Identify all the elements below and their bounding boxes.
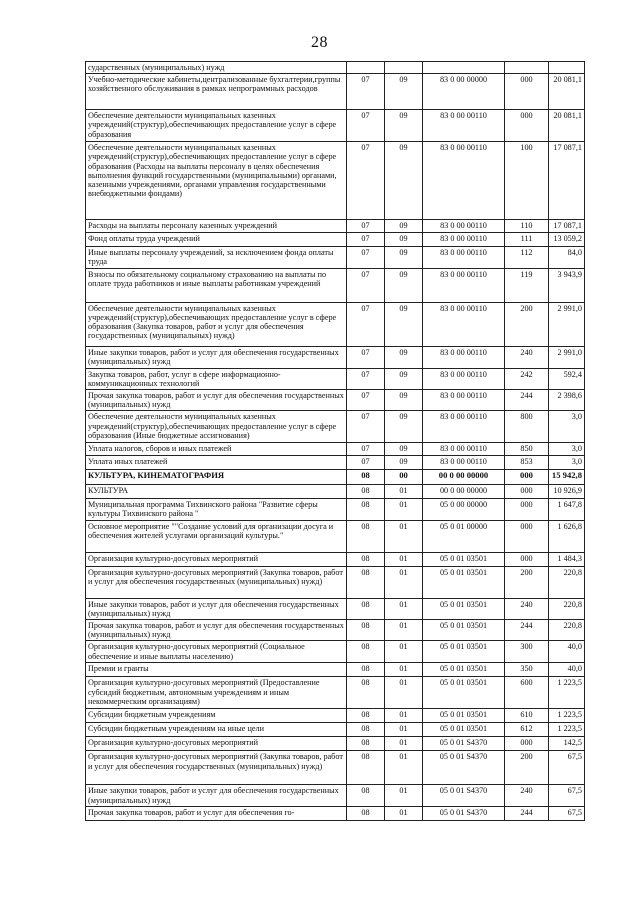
row-expense-type-cell: 612 <box>505 723 549 737</box>
row-expense-type-cell: 111 <box>505 233 549 247</box>
row-amount-cell: 220,8 <box>549 598 585 619</box>
row-section-cell: 07 <box>347 443 385 455</box>
row-name-cell: Уплата иных платежей <box>86 455 347 469</box>
row-expense-type-cell: 600 <box>505 677 549 709</box>
table-row <box>86 142 585 220</box>
row-amount-cell: 3 943,9 <box>549 268 585 302</box>
row-expense-type-cell: 240 <box>505 598 549 619</box>
row-subsection-cell: 09 <box>385 443 423 455</box>
row-name-cell: Организация культурно-досуговых мероприятий (Закупка товаров, работ и услуг для обеспечения государственных (муниципальных) нужд) <box>86 751 347 785</box>
table-row <box>86 566 585 598</box>
row-subsection-cell: 09 <box>385 268 423 302</box>
row-expense-type-cell: 244 <box>505 390 549 411</box>
row-subsection-cell: 01 <box>385 663 423 677</box>
row-name-cell: сударственных (муниципальных) нужд <box>86 62 347 74</box>
table-row <box>86 110 585 142</box>
row-subsection-cell: 01 <box>385 677 423 709</box>
row-amount-cell: 2 991,0 <box>549 346 585 368</box>
row-amount-cell: 67,5 <box>549 751 585 785</box>
row-target-article-cell: 83 0 00 00110 <box>423 142 505 220</box>
row-name-cell: Прочая закупка товаров, работ и услуг для обеспечения го- <box>86 806 347 820</box>
row-name-cell: Обеспечение деятельности муниципальных казенных учреждений(структур),обеспечивающих предоставление услуг в сфере образования <box>86 110 347 142</box>
table-row <box>86 390 585 411</box>
row-section-cell: 08 <box>347 709 385 723</box>
row-target-article-cell: 05 0 01 S4370 <box>423 806 505 820</box>
row-subsection-cell: 01 <box>385 484 423 498</box>
table-row <box>86 268 585 302</box>
row-name-cell: Премии и гранты <box>86 663 347 677</box>
row-target-article-cell: 05 0 01 03501 <box>423 641 505 663</box>
table-row <box>86 598 585 619</box>
row-expense-type-cell: 000 <box>505 74 549 110</box>
row-subsection-cell: 09 <box>385 390 423 411</box>
table-row <box>86 368 585 389</box>
row-subsection-cell: 09 <box>385 74 423 110</box>
row-target-article-cell: 83 0 00 00110 <box>423 302 505 346</box>
row-name-cell: Субсидии бюджетным учреждениям <box>86 709 347 723</box>
row-section-cell: 08 <box>347 620 385 641</box>
table-row <box>86 723 585 737</box>
row-section-cell: 08 <box>347 484 385 498</box>
row-target-article-cell: 83 0 00 00110 <box>423 368 505 389</box>
row-expense-type-cell: 800 <box>505 411 549 443</box>
table-row <box>86 247 585 268</box>
row-section-cell: 08 <box>347 469 385 484</box>
row-name-cell: КУЛЬТУРА <box>86 484 347 498</box>
row-subsection-cell: 09 <box>385 455 423 469</box>
row-amount-cell: 3,0 <box>549 411 585 443</box>
row-expense-type-cell: 000 <box>505 737 549 751</box>
row-expense-type-cell: 200 <box>505 566 549 598</box>
row-target-article-cell <box>423 62 505 74</box>
row-amount-cell: 2 398,6 <box>549 390 585 411</box>
row-subsection-cell: 09 <box>385 368 423 389</box>
page-number: 28 <box>311 34 328 51</box>
row-name-cell: Основное мероприятие ""Создание условий для организации досуга и обеспечения жителей услугами организаций культуры." <box>86 520 347 552</box>
row-amount-cell: 1 223,5 <box>549 677 585 709</box>
row-expense-type-cell: 200 <box>505 302 549 346</box>
row-subsection-cell: 09 <box>385 302 423 346</box>
row-subsection-cell: 09 <box>385 142 423 220</box>
row-subsection-cell: 09 <box>385 233 423 247</box>
row-expense-type-cell: 000 <box>505 469 549 484</box>
row-target-article-cell: 05 0 01 03501 <box>423 677 505 709</box>
row-amount-cell: 20 081,1 <box>549 74 585 110</box>
table-row <box>86 677 585 709</box>
table-row <box>86 751 585 785</box>
row-expense-type-cell: 000 <box>505 498 549 520</box>
row-subsection-cell: 09 <box>385 346 423 368</box>
row-name-cell: Фонд оплаты труда учреждений <box>86 233 347 247</box>
row-expense-type-cell: 112 <box>505 247 549 268</box>
table-row <box>86 785 585 806</box>
budget-table-body <box>86 62 585 821</box>
row-name-cell: Взносы по обязательному социальному страхованию на выплаты по оплате труда работников и иные выплаты работникам учреждений <box>86 268 347 302</box>
row-section-cell: 08 <box>347 723 385 737</box>
row-section-cell: 07 <box>347 455 385 469</box>
row-name-cell: Организация культурно-досуговых мероприятий (Закупка товаров, работ и услуг для обеспечения государственных (муниципальных) нужд) <box>86 566 347 598</box>
row-section-cell: 08 <box>347 641 385 663</box>
table-row <box>86 806 585 820</box>
row-section-cell: 07 <box>347 302 385 346</box>
row-section-cell: 07 <box>347 346 385 368</box>
row-target-article-cell: 83 0 00 00110 <box>423 411 505 443</box>
row-name-cell: Организация культурно-досуговых мероприятий <box>86 552 347 566</box>
row-amount-cell: 1 223,5 <box>549 709 585 723</box>
row-amount-cell: 592,4 <box>549 368 585 389</box>
row-target-article-cell: 83 0 00 00110 <box>423 220 505 233</box>
row-name-cell: Учебно-методические кабинеты,централизованные бухгалтерии,группы хозяйственного обслуживания в рамках непрограммных расходов <box>86 74 347 110</box>
table-row <box>86 233 585 247</box>
row-subsection-cell: 01 <box>385 552 423 566</box>
row-subsection-cell: 09 <box>385 110 423 142</box>
row-expense-type-cell: 610 <box>505 709 549 723</box>
row-target-article-cell: 05 0 01 S4370 <box>423 751 505 785</box>
row-amount-cell: 67,5 <box>549 806 585 820</box>
row-amount-cell: 13 059,2 <box>549 233 585 247</box>
row-subsection-cell: 01 <box>385 641 423 663</box>
row-subsection-cell: 09 <box>385 247 423 268</box>
row-expense-type-cell: 242 <box>505 368 549 389</box>
row-section-cell: 07 <box>347 110 385 142</box>
row-amount-cell: 3,0 <box>549 443 585 455</box>
row-target-article-cell: 05 0 01 03501 <box>423 598 505 619</box>
row-amount-cell: 17 087,1 <box>549 220 585 233</box>
row-expense-type-cell: 119 <box>505 268 549 302</box>
table-row <box>86 552 585 566</box>
row-amount-cell: 2 991,0 <box>549 302 585 346</box>
row-amount-cell: 40,0 <box>549 663 585 677</box>
row-subsection-cell: 01 <box>385 566 423 598</box>
row-section-cell: 08 <box>347 520 385 552</box>
row-expense-type-cell: 000 <box>505 484 549 498</box>
row-expense-type-cell: 244 <box>505 620 549 641</box>
row-target-article-cell: 83 0 00 00110 <box>423 455 505 469</box>
row-target-article-cell: 83 0 00 00110 <box>423 443 505 455</box>
row-target-article-cell: 83 0 00 00110 <box>423 268 505 302</box>
row-amount-cell: 84,0 <box>549 247 585 268</box>
row-section-cell: 07 <box>347 268 385 302</box>
row-subsection-cell: 01 <box>385 620 423 641</box>
row-amount-cell <box>549 62 585 74</box>
row-expense-type-cell <box>505 62 549 74</box>
row-section-cell: 08 <box>347 737 385 751</box>
table-row <box>86 74 585 110</box>
row-expense-type-cell: 244 <box>505 806 549 820</box>
table-row <box>86 443 585 455</box>
row-target-article-cell: 05 0 01 00000 <box>423 520 505 552</box>
table-row <box>86 520 585 552</box>
row-name-cell: КУЛЬТУРА, КИНЕМАТОГРАФИЯ <box>86 469 347 484</box>
row-expense-type-cell: 000 <box>505 110 549 142</box>
row-expense-type-cell: 000 <box>505 520 549 552</box>
row-subsection-cell: 01 <box>385 520 423 552</box>
row-amount-cell: 220,8 <box>549 566 585 598</box>
row-section-cell: 07 <box>347 220 385 233</box>
row-target-article-cell: 05 0 01 03501 <box>423 566 505 598</box>
row-target-article-cell: 05 0 01 S4370 <box>423 785 505 806</box>
row-name-cell: Иные закупки товаров, работ и услуг для обеспечения государственных (муниципальных) нужд <box>86 598 347 619</box>
row-section-cell: 07 <box>347 233 385 247</box>
row-subsection-cell: 01 <box>385 737 423 751</box>
table-row <box>86 663 585 677</box>
table-row <box>86 641 585 663</box>
row-expense-type-cell: 110 <box>505 220 549 233</box>
row-subsection-cell: 01 <box>385 806 423 820</box>
row-name-cell: Субсидии бюджетным учреждениям на иные цели <box>86 723 347 737</box>
table-row <box>86 346 585 368</box>
row-name-cell: Обеспечение деятельности муниципальных казенных учреждений(структур),обеспечивающих предоставление услуг в сфере образования (Иные бюджетные ассигнования) <box>86 411 347 443</box>
row-section-cell: 07 <box>347 390 385 411</box>
row-target-article-cell: 83 0 00 00110 <box>423 346 505 368</box>
row-name-cell: Организация культурно-досуговых мероприятий (Социальное обеспечение и иные выплаты населению) <box>86 641 347 663</box>
row-subsection-cell: 00 <box>385 469 423 484</box>
row-target-article-cell: 05 0 01 03501 <box>423 552 505 566</box>
row-amount-cell: 220,8 <box>549 620 585 641</box>
row-amount-cell: 1 647,8 <box>549 498 585 520</box>
table-row <box>86 484 585 498</box>
row-subsection-cell: 01 <box>385 723 423 737</box>
row-expense-type-cell: 350 <box>505 663 549 677</box>
table-row <box>86 498 585 520</box>
row-target-article-cell: 83 0 00 00110 <box>423 233 505 247</box>
row-amount-cell: 17 087,1 <box>549 142 585 220</box>
row-name-cell: Организация культурно-досуговых мероприятий (Предоставление субсидий бюджетным, автономным учреждениям и иным некоммерческим организациям) <box>86 677 347 709</box>
row-expense-type-cell: 240 <box>505 785 549 806</box>
row-section-cell: 08 <box>347 598 385 619</box>
row-name-cell: Прочая закупка товаров, работ и услуг для обеспечения государственных (муниципальных) нужд <box>86 620 347 641</box>
table-row <box>86 455 585 469</box>
row-section-cell <box>347 62 385 74</box>
row-section-cell: 08 <box>347 785 385 806</box>
row-target-article-cell: 83 0 00 00110 <box>423 110 505 142</box>
row-section-cell: 07 <box>347 142 385 220</box>
row-section-cell: 08 <box>347 663 385 677</box>
row-section-cell: 08 <box>347 751 385 785</box>
row-amount-cell: 40,0 <box>549 641 585 663</box>
row-section-cell: 08 <box>347 498 385 520</box>
row-target-article-cell: 00 0 00 00000 <box>423 484 505 498</box>
row-subsection-cell: 09 <box>385 220 423 233</box>
row-name-cell: Прочая закупка товаров, работ и услуг для обеспечения государственных (муниципальных) нужд <box>86 390 347 411</box>
row-name-cell: Уплата налогов, сборов и иных платежей <box>86 443 347 455</box>
table-row <box>86 709 585 723</box>
row-amount-cell: 1 484,3 <box>549 552 585 566</box>
row-section-cell: 08 <box>347 677 385 709</box>
row-section-cell: 07 <box>347 368 385 389</box>
row-section-cell: 08 <box>347 552 385 566</box>
row-subsection-cell: 01 <box>385 785 423 806</box>
table-row <box>86 737 585 751</box>
row-target-article-cell: 83 0 00 00110 <box>423 390 505 411</box>
row-name-cell: Иные выплаты персоналу учреждений, за исключением фонда оплаты труда <box>86 247 347 268</box>
row-expense-type-cell: 850 <box>505 443 549 455</box>
row-expense-type-cell: 200 <box>505 751 549 785</box>
budget-table <box>85 61 585 821</box>
row-section-cell: 07 <box>347 74 385 110</box>
row-amount-cell: 1 223,5 <box>549 723 585 737</box>
row-amount-cell: 15 942,8 <box>549 469 585 484</box>
table-row <box>86 220 585 233</box>
row-section-cell: 07 <box>347 247 385 268</box>
row-target-article-cell: 05 0 01 03501 <box>423 723 505 737</box>
table-row <box>86 620 585 641</box>
table-row <box>86 62 585 74</box>
row-target-article-cell: 05 0 01 03501 <box>423 620 505 641</box>
row-amount-cell: 142,5 <box>549 737 585 751</box>
table-row <box>86 469 585 484</box>
row-name-cell: Обеспечение деятельности муниципальных казенных учреждений(структур),обеспечивающих предоставление услуг в сфере образования (Расходы на выплаты персоналу в целях обеспечения выполнения функций государственными (муниципальными) органами, казенными учреждениями, органами управления государственными внебюджетными фондами) <box>86 142 347 220</box>
row-name-cell: Организация культурно-досуговых мероприятий <box>86 737 347 751</box>
row-expense-type-cell: 240 <box>505 346 549 368</box>
row-name-cell: Расходы на выплаты персоналу казенных учреждений <box>86 220 347 233</box>
row-amount-cell: 1 626,8 <box>549 520 585 552</box>
row-section-cell: 07 <box>347 411 385 443</box>
row-section-cell: 08 <box>347 566 385 598</box>
row-expense-type-cell: 100 <box>505 142 549 220</box>
row-name-cell: Иные закупки товаров, работ и услуг для обеспечения государственных (муниципальных) нужд <box>86 785 347 806</box>
row-subsection-cell: 09 <box>385 411 423 443</box>
row-expense-type-cell: 853 <box>505 455 549 469</box>
row-name-cell: Муниципальная программа Тихвинского района "Развитие сферы культуры Тихвинского района " <box>86 498 347 520</box>
table-row <box>86 411 585 443</box>
row-subsection-cell: 01 <box>385 498 423 520</box>
row-expense-type-cell: 300 <box>505 641 549 663</box>
row-target-article-cell: 00 0 00 00000 <box>423 469 505 484</box>
row-subsection-cell: 01 <box>385 751 423 785</box>
row-target-article-cell: 05 0 00 00000 <box>423 498 505 520</box>
row-expense-type-cell: 000 <box>505 552 549 566</box>
row-subsection-cell: 01 <box>385 598 423 619</box>
row-name-cell: Иные закупки товаров, работ и услуг для обеспечения государственных (муниципальных) нужд <box>86 346 347 368</box>
row-amount-cell: 10 926,9 <box>549 484 585 498</box>
row-subsection-cell: 01 <box>385 709 423 723</box>
row-amount-cell: 67,5 <box>549 785 585 806</box>
table-row <box>86 302 585 346</box>
row-amount-cell: 20 081,1 <box>549 110 585 142</box>
row-amount-cell: 3,0 <box>549 455 585 469</box>
row-target-article-cell: 05 0 01 S4370 <box>423 737 505 751</box>
row-target-article-cell: 05 0 01 03501 <box>423 663 505 677</box>
row-subsection-cell <box>385 62 423 74</box>
row-section-cell: 08 <box>347 806 385 820</box>
row-target-article-cell: 83 0 00 00000 <box>423 74 505 110</box>
row-name-cell: Закупка товаров, работ, услуг в сфере информационно-коммуникационных технологий <box>86 368 347 389</box>
row-target-article-cell: 83 0 00 00110 <box>423 247 505 268</box>
row-name-cell: Обеспечение деятельности муниципальных казенных учреждений(структур),обеспечивающих предоставление услуг в сфере образования (Закупка товаров, работ и услуг для обеспечения государственных (муниципальных) нужд) <box>86 302 347 346</box>
row-target-article-cell: 05 0 01 03501 <box>423 709 505 723</box>
